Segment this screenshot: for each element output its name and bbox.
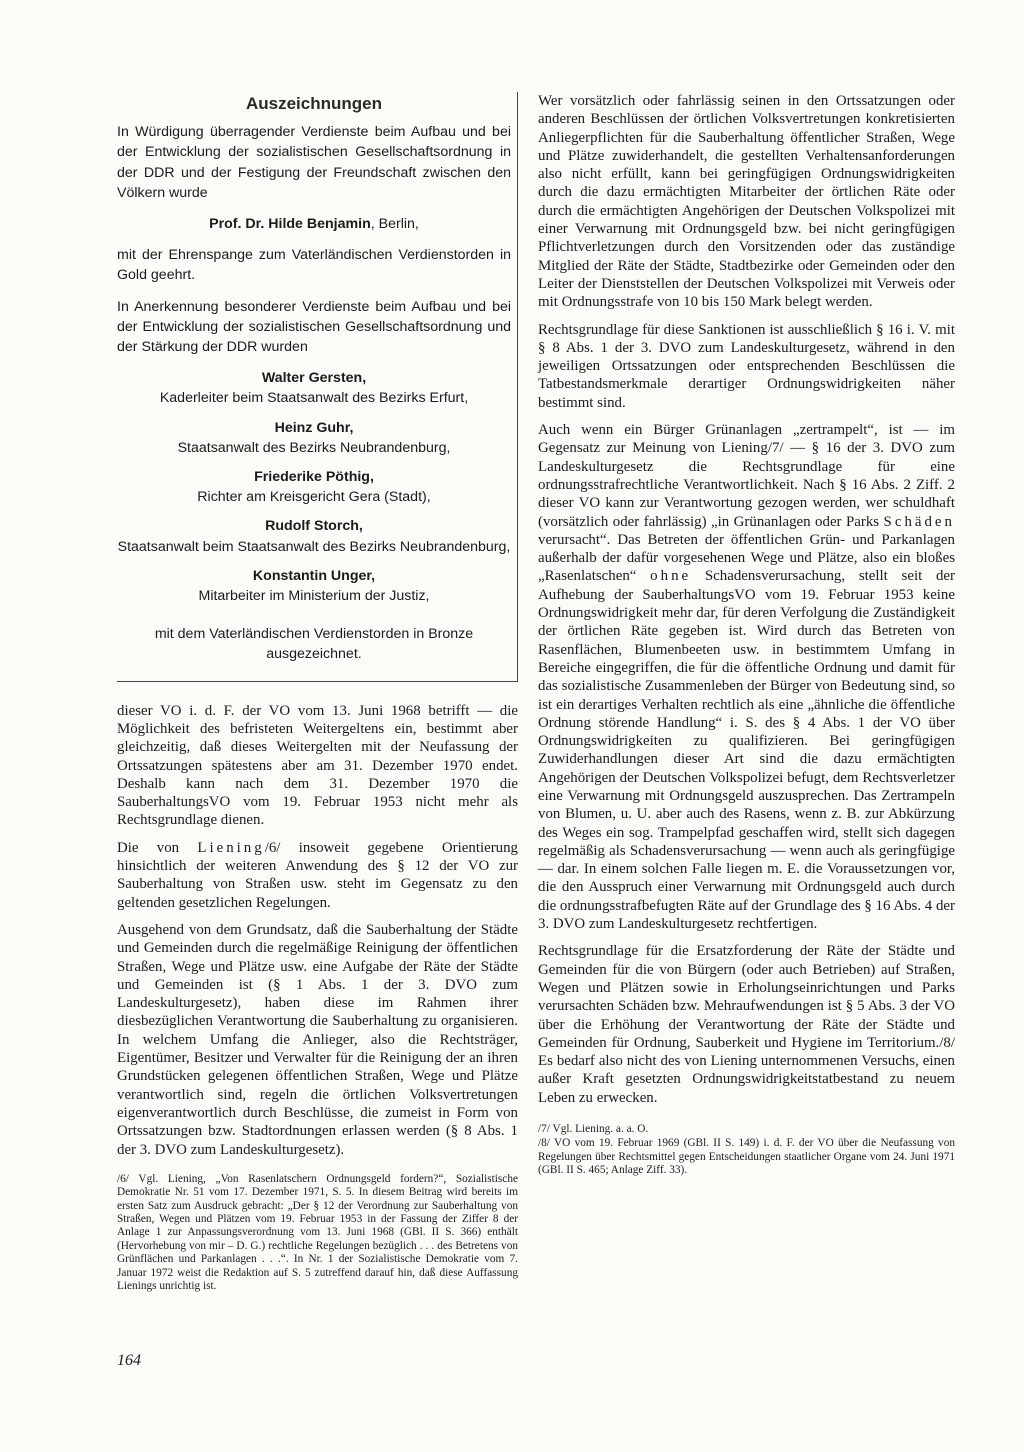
spaced-author-name: Liening (197, 839, 265, 856)
paragraph (538, 421, 955, 933)
awardee-name: Walter Gersten, (261, 370, 367, 387)
emphasized-word: Schäden (883, 513, 955, 530)
text-run: Die von (117, 839, 198, 856)
awards-title: Auszeichnungen (245, 94, 382, 113)
awardee-name: Friederike Pöthig, (254, 469, 374, 486)
right-body-text (538, 92, 955, 1107)
right-column (538, 92, 955, 1179)
paragraph: Ausgehend von dem Grundsatz, daß die Sauberhaltung der Städte und Gemeinden durch die regelmäßige Reinigung der öffentlichen Straßen, Wege und Plätze usw. eine Aufgabe der Räte der Städte und Gemeinden ist (§ 1 Abs. 1 der 3. DVO zum Landeskulturgesetz), haben diese im Rahmen ihrer diesbezüglichen Verantwortung die Sauberhaltung zu organisieren. In welchem Umfang die Anlieger, also die Rechtsträger, Eigentümer, Besitzer und Verwalter für die Reinigung der an ihren Grundstücken gelegenen öffentlichen Straßen, Wege und Plätze verantwortlich sind, regeln die örtlichen Volksvertretungen eigenverantwortlich durch Beschlüsse, die zumeist in Form von Ortssatzungen bzw. Stadtordnungen erlassen werden (§ 8 Abs. 1 der 3. DVO zum Landeskulturgesetz). (117, 921, 518, 1158)
awardee-name: Konstantin Unger, (252, 567, 376, 584)
left-body-text (117, 702, 518, 1159)
awards-box (117, 92, 518, 682)
awardee-name: Heinz Guhr, (274, 419, 354, 436)
awardee (117, 418, 511, 458)
text-run: /6/ insoweit gegebene Orientierung hinsichtlich der weiteren Anwendung des § 12 der VO zur Sauberhaltung von Straßen usw. steht im Gegensatz zu den geltenden gesetzlichen Regelungen. (117, 839, 518, 911)
left-column (117, 92, 518, 1293)
awardee-role: Mitarbeiter im Ministerium der Justiz, (198, 588, 430, 605)
page-number: 164 (117, 1352, 141, 1369)
awardee (117, 467, 511, 507)
awards-award-1: mit der Ehrenspange zum Vaterländischen Verdienstorden in Gold geehrt. (117, 247, 511, 284)
awardee (117, 566, 511, 606)
footnotes-right (538, 1123, 955, 1178)
awardee-role: Staatsanwalt beim Staatsanwalt des Bezirks Neubrandenburg, (117, 538, 511, 555)
awards-recipient-1 (117, 214, 511, 234)
recipient-1-name: Prof. Dr. Hilde Benjamin (209, 216, 371, 233)
footnote: /8/ VO vom 19. Februar 1969 (GBl. II S. 149) i. d. F. der VO über die Neufassung von Regelungen über Rechtsmittel gegen Entscheidungen staatlicher Organe vom 24. Juni 1971 (GBl. II S. 465; Anlage Ziff. 33). (538, 1137, 955, 1177)
footnote: /6/ Vgl. Liening, „Von Rasenlatschern Ordnungsgeld fordern?“, Sozialistische Demokratie Nr. 51 vom 17. Dezember 1971, S. 5. In diesem Beitrag wird bereits im ersten Satz zum Ausdruck gebracht: „Der § 12 der Verordnung zur Sauberhaltung von Straßen, Wegen und Plätzen vom 19. Februar 1953 in der Fassung der Ziffer 8 der Anlage 1 zur Anpassungsverordnung vom 13. Juni 1968 (GBl. II S. 366) enthält (Hervorhebung von mir – D. G.) rechtliche Regelungen bezüglich . . . des Betretens von Grünflächen und Parkanlagen . . .“. In Nr. 1 der Sozialistische Demokratie vom 7. Januar 1972 weist die Redaktion auf S. 5 zutreffend darauf hin, daß diese Auffassung Lienings unrichtig ist. (117, 1172, 518, 1293)
awardee (117, 516, 511, 556)
paragraph: Wer vorsätzlich oder fahrlässig seinen in den Ortssatzungen oder anderen Beschlüssen der örtlichen Volksvertretungen konkretisierten Anliegerpflichten für die Sauberhaltung öffentlicher Straßen, Wege und Plätze zuwiderhandelt, die gestellten Verhaltensanforderungen also nicht erfüllt, kann bei geringfügigen Ordnungswidrigkeiten durch die dazu ermächtigten Mitarbeiter der örtlichen Räte oder durch die ermächtigten Angehörigen der Deutschen Volkspolizei mit einer Verwarnung mit Ordnungsgeld bzw. bei nicht geringfügigen Pflichtverletzungen durch den Vorsitzenden oder das zuständige Mitglied der Räte der Städte, Stadtbezirke oder Gemeinden oder den Leiter der Dienststellen der Deutschen Volkspolizei mit Verweis oder mit Ordnungsstrafe von 10 bis 150 Mark belegt werden. (538, 93, 955, 311)
paragraph (117, 839, 518, 912)
awards-intro-1: In Würdigung überragender Verdienste beim Aufbau und bei der Entwicklung der sozialistischen Gesellschaftsordnung in der DDR und der Festigung der Freundschaft zwischen den Völkern wurde (117, 124, 511, 201)
awardee-role: Kaderleiter beim Staatsanwalt des Bezirks Erfurt, (159, 390, 469, 407)
awards-intro-2: In Anerkennung besonderer Verdienste beim Aufbau und bei der Entwicklung der sozialistischen Gesellschaftsordnung und der Stärkung der DDR wurden (117, 298, 511, 356)
paragraph: dieser VO i. d. F. der VO vom 13. Juni 1968 betrifft — die Möglichkeit des befristeten Weitergeltens ein, bestimmt aber gleichzeitig, daß dieses Weitergelten mit der Neufassung der Ortssatzungen spätestens aber am 31. Dezember 1970 endet. Deshalb kann nach dem 31. Dezember 1970 die SauberhaltungsVO vom 19. Februar 1953 nicht mehr als Rechtsgrundlage dienen. (117, 702, 518, 829)
awardee-name: Rudolf Storch, (265, 518, 363, 535)
text-run: verursacht“. Das Betreten der öffentlichen Grün- und Parkanlagen außerhalb der dafür vorgesehenen Wege und Plätze, also ein bloßes „Rasenlatschen“ (538, 531, 955, 585)
paragraph: Rechtsgrundlage für die Ersatzforderung der Räte der Städte und Gemeinden für die von Bürgern (oder auch Betrieben) auf Straßen, Wegen und Plätzen sowie in Erholungseinrichtungen und Parks verursachten Schäden bzw. Mehraufwendungen ist § 5 Abs. 3 der VO über die Erhöhung der Verantwortung der Räte der Städte und Gemeinden für Ordnung, Sauberkeit und Hygiene im Territorium./8/ Es bedarf also nicht des von Liening unternommenen Versuchs, einen außer Kraft gesetzten Ordnungswidrigkeitstatbestand zu neuem Leben zu erwecken. (538, 943, 955, 1106)
footnote: /7/ Vgl. Liening. a. a. O. (538, 1123, 649, 1136)
recipient-1-place: , Berlin, (370, 216, 419, 233)
awardee (117, 368, 511, 408)
emphasized-word: ohne (650, 568, 692, 585)
text-run: Schadensverursachung, stellt seit der Aufhebung der SauberhaltungsVO vom 19. Februar 1953 keine Ordnungswidrigkeit mehr dar, für deren Verfolgung die Zuständigkeit der örtlichen Räte gegeben ist. Wird durch das Betreten von Rasenflächen, Blumenbeeten usw. in bestimmtem Umfang in Bereiche eingegriffen, die für die öffentliche Ordnung und damit für das sozialistische Zusammenleben der Bürger von Bedeutung sind, so ist ein derartiges Verhalten rechtlich als eine „ähnliche die öffentliche Ordnung störende Handlung“ i. S. des § 4 Abs. 1 der VO über Ordnungswidrigkeiten zu qualifizieren. Bei geringfügigen Zuwiderhandlungen dieser Art sind die dazu ermächtigten Angehörigen der Deutschen Volkspolizei befugt, dem Rechtsverletzer eine Verwarnung mit Ordnungsgeld auszusprechen. Das Zertrampeln von Blumen, u. U. aber auch des Rasens, wenn z. B. zur Abkürzung des Weges ein sog. Trampelpfad geschaffen wird, stellt sich dagegen regelmäßig als Schadensverursachung — wenn auch als geringfügige — dar. In einem solchen Falle liegen m. E. die Voraussetzungen vor, die den Ausspruch einer Verwarnung mit Ordnungsgeld auch durch die ordnungsstrafbefugten Räte auf der Grundlage des § 16 Abs. 4 der 3. DVO zum Landeskulturgesetz rechtfertigen. (538, 568, 955, 933)
paragraph: Rechtsgrundlage für diese Sanktionen ist ausschließlich § 16 i. V. mit § 8 Abs. 1 der 3. DVO zum Landeskulturgesetz, während in den jeweiligen Ortssatzungen oder entsprechenden Beschlüssen die Tatbestandsmerkmale derartiger Ordnungswidrigkeiten näher bestimmt sind. (538, 321, 955, 411)
footnotes-left (117, 1173, 518, 1294)
awardee-role: Staatsanwalt des Bezirks Neubrandenburg, (177, 439, 451, 456)
awards-award-2: mit dem Vaterländischen Verdienstorden in Bronze ausgezeichnet. (154, 626, 474, 663)
text-run: Auch wenn ein Bürger Grünanlagen „zertrampelt“, ist — im Gegensatz zur Meinung von Liening/7/ — § 16 der 3. DVO zum Landeskulturgesetz die Rechtsgrundlage für eine ordnungsstrafrechtliche Verantwortlichkeit. Nach § 16 Abs. 2 Ziff. 2 dieser VO kann zur Verantwortung gezogen werden, wer schuldhaft (vorsätzlich oder fahrlässig) „in Grünanlagen oder Parks (538, 422, 955, 530)
awardee-role: Richter am Kreisgericht Gera (Stadt), (197, 489, 431, 506)
